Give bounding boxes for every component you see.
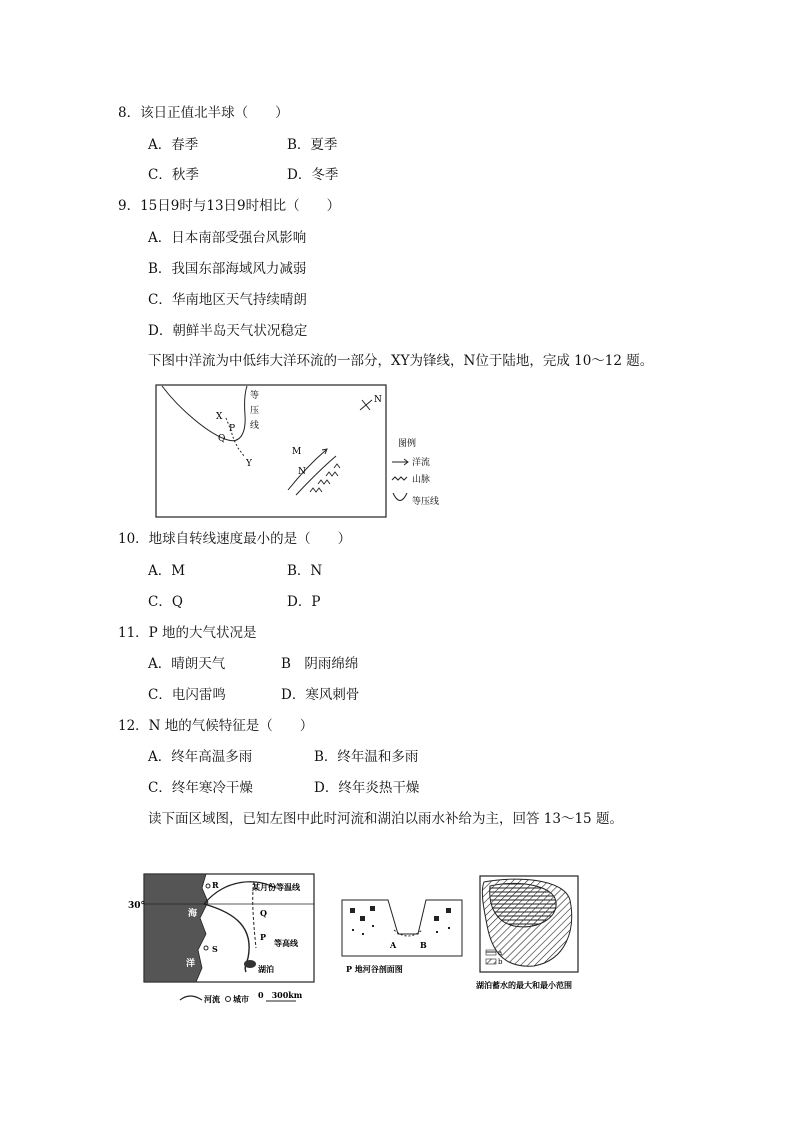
q8-option-d: D．冬季 [287,167,339,183]
q11-stem: 11．P 地的大气状况是 [118,625,257,641]
scale-label: 0 300km [258,990,303,1000]
latitude-label: 30° [128,901,146,911]
legend-river: 河流 [204,994,220,1004]
legend-a-label: a [498,949,503,957]
legend-mountain-icon [392,477,407,480]
legend-b-label: b [498,958,503,966]
q10-option-d: D．P [287,594,321,610]
legend-isobar-icon [393,493,407,501]
q8-option-b: B．夏季 [287,137,338,153]
rock-block-1 [350,908,355,913]
q10-option-b: B．N [287,563,323,579]
legend-a-swatch [486,950,496,955]
label-b: B [420,940,427,950]
legend-city: 城市 [233,994,249,1004]
valley-section [342,900,462,956]
legend-river-icon [180,996,202,1000]
legend-title: 图例 [398,439,417,449]
isobar-label-3: 线 [250,421,260,431]
q11-option-d: D．寒风刺骨 [281,687,360,703]
q12-option-a: A．终年高温多雨 [148,749,253,765]
sea-label-2: 洋 [186,959,196,969]
map-frame [156,385,386,517]
q8-stem: 8．该日正值北半球（ ） [118,105,289,121]
figure-region-map [128,868,326,1008]
point-n-corner: N [374,395,382,405]
city-s-icon [204,946,208,950]
q12-stem: 12．N 地的气候特征是（ ） [118,718,314,734]
intro-10-12: 下图中洋流为中低纬大洋环流的一部分，XY为锋线，N位于陆地，完成 10～12 题。 [148,353,654,369]
q12-option-b: B．终年温和多雨 [314,749,419,765]
figure-valley-profile [338,890,466,978]
point-m: M [292,447,302,457]
q10-option-c: C．Q [148,594,183,610]
legend-b-swatch [486,959,496,964]
lake-caption: 湖泊蓄水的最大和最小范围 [476,980,572,990]
river-line [204,904,249,972]
point-p: P [229,424,236,434]
q8-option-a: A．春季 [148,137,199,153]
isobar-label-2: 压 [250,406,260,416]
intro-13-15: 读下面区域图，已知左图中此时河流和湖泊以雨水补给为主，回答 13～15 题。 [148,811,623,827]
label-s: S [212,944,218,954]
rock-block-3 [370,906,375,911]
q12-option-c: C．终年寒冷干燥 [148,780,253,796]
figure-lake-range [474,870,598,994]
label-q: Q [260,908,267,918]
rock-block-2 [360,916,365,921]
q8-option-c: C．秋季 [148,167,199,183]
isotherm-label: 某月份等温线 [252,882,300,892]
q9-option-c: C．华南地区天气持续晴朗 [148,292,307,308]
label-r: R [212,880,219,890]
rock-block-4 [434,916,439,921]
sea-label-1: 海 [188,909,198,919]
valley-caption: P 地河谷剖面图 [346,964,403,974]
legend-mountain: 山脉 [412,475,431,485]
q11-option-b: B 阴雨绵绵 [281,656,359,672]
lake-label: 湖泊 [258,964,274,974]
q9-option-d: D．朝鲜半岛天气状况稳定 [148,323,308,339]
point-y: Y [246,459,252,469]
legend-current: 洋流 [412,458,431,468]
rock-block-5 [446,908,451,913]
q11-option-a: A．晴朗天气 [148,656,226,672]
q12-option-d: D．终年炎热干燥 [314,780,420,796]
ocean-area [144,874,208,982]
legend-isobar: 等压线 [412,497,440,507]
q9-option-b: B．我国东部海域风力减弱 [148,261,307,277]
north-mark-icon [360,400,372,410]
figure-front-map [150,380,450,520]
legend-city-icon [226,997,231,1002]
q11-option-c: C．电闪雷鸣 [148,687,226,703]
q10-stem: 10．地球自转线速度最小的是（ ） [118,531,352,547]
mountain-symbol [310,464,340,492]
q9-stem: 9．15日9时与13日9时相比（ ） [118,198,341,214]
isobar-label-1: 等 [250,391,260,401]
label-p: P [260,932,267,942]
label-a: A [390,940,397,950]
point-n: N [298,467,306,477]
point-q: Q [218,434,226,444]
q9-option-a: A．日本南部受强台风影响 [148,230,307,246]
isohyet-label: 等高线 [274,938,298,948]
legend-current-icon [392,459,408,465]
city-r-icon [206,884,210,888]
point-x: X [216,412,223,422]
lake-shape [244,960,256,968]
q10-option-a: A．M [148,563,186,579]
